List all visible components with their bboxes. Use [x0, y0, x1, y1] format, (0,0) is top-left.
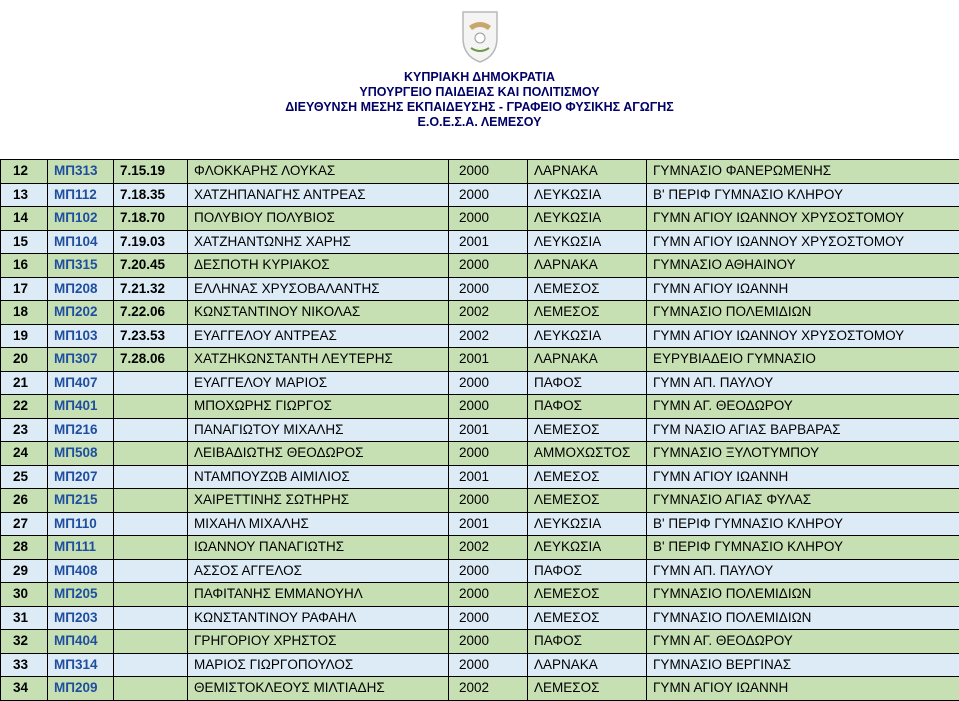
- code-cell: ΜΠ207: [48, 465, 114, 489]
- school-cell: ΓΥΜΝΑΣΙΟ ΠΟΛΕΜΙΔΙΩΝ: [647, 606, 959, 630]
- birth-year-cell: 2000: [449, 653, 528, 677]
- time-cell: [114, 371, 188, 395]
- table-row: [1, 160, 959, 184]
- birth-year-cell: 2000: [449, 583, 528, 607]
- school-cell: ΓΥΜΝ ΑΠ. ΠΑΥΛΟΥ: [647, 371, 959, 395]
- birth-year-cell: 2002: [449, 677, 528, 701]
- athlete-name-cell: ΦΛΟΚΚΑΡΗΣ ΛΟΥΚΑΣ: [188, 160, 449, 184]
- birth-year-cell: 2002: [449, 301, 528, 325]
- position-cell: 16: [1, 254, 48, 278]
- athlete-name-cell: ΑΣΣΟΣ ΑΓΓΕΛΟΣ: [188, 559, 449, 583]
- time-cell: [114, 559, 188, 583]
- table-row: [1, 395, 959, 419]
- code-cell: ΜΠ314: [48, 653, 114, 677]
- code-cell: ΜΠ216: [48, 418, 114, 442]
- table-row: [1, 489, 959, 513]
- position-cell: 17: [1, 277, 48, 301]
- athlete-name-cell: ΙΩΑΝΝΟΥ ΠΑΝΑΓΙΩΤΗΣ: [188, 536, 449, 560]
- school-cell: ΓΥΜΝ ΑΓΙΟΥ ΙΩΑΝΝΟΥ ΧΡΥΣΟΣΤΟΜΟΥ: [647, 324, 959, 348]
- school-cell: ΓΥΜΝΑΣΙΟ ΠΟΛΕΜΙΔΙΩΝ: [647, 301, 959, 325]
- city-cell: ΛΕΥΚΩΣΙΑ: [528, 512, 647, 536]
- city-cell: ΛΕΥΚΩΣΙΑ: [528, 230, 647, 254]
- time-cell: [114, 536, 188, 560]
- athlete-name-cell: ΚΩΝΣΤΑΝΤΙΝΟΥ ΡΑΦΑΗΛ: [188, 606, 449, 630]
- athlete-name-cell: ΓΡΗΓΟΡΙΟΥ ΧΡΗΣΤΟΣ: [188, 630, 449, 654]
- city-cell: ΠΑΦΟΣ: [528, 559, 647, 583]
- position-cell: 29: [1, 559, 48, 583]
- code-cell: ΜΠ215: [48, 489, 114, 513]
- birth-year-cell: 2001: [449, 348, 528, 372]
- city-cell: ΛΑΡΝΑΚΑ: [528, 254, 647, 278]
- code-cell: ΜΠ103: [48, 324, 114, 348]
- city-cell: ΑΜΜΟΧΩΣΤΟΣ: [528, 442, 647, 466]
- birth-year-cell: 2000: [449, 254, 528, 278]
- athlete-name-cell: ΝΤΑΜΠΟΥΖΩΒ ΑΙΜΙΛΙΟΣ: [188, 465, 449, 489]
- city-cell: ΛΕΜΕΣΟΣ: [528, 489, 647, 513]
- school-cell: ΓΥΜΝ ΑΓΙΟΥ ΙΩΑΝΝΟΥ ΧΡΥΣΟΣΤΟΜΟΥ: [647, 207, 959, 231]
- city-cell: ΛΕΥΚΩΣΙΑ: [528, 324, 647, 348]
- city-cell: ΛΑΡΝΑΚΑ: [528, 348, 647, 372]
- birth-year-cell: 2000: [449, 183, 528, 207]
- city-cell: ΛΕΜΕΣΟΣ: [528, 677, 647, 701]
- birth-year-cell: 2001: [449, 418, 528, 442]
- birth-year-cell: 2000: [449, 606, 528, 630]
- code-cell: ΜΠ111: [48, 536, 114, 560]
- time-cell: 7.22.06: [114, 301, 188, 325]
- school-cell: ΓΥΜΝ ΑΓ. ΘΕΟΔΩΡΟΥ: [647, 395, 959, 419]
- code-cell: ΜΠ202: [48, 301, 114, 325]
- school-cell: ΓΥΜΝΑΣΙΟ ΞΥΛΟΤΥΜΠΟΥ: [647, 442, 959, 466]
- table-row: [1, 348, 959, 372]
- code-cell: ΜΠ209: [48, 677, 114, 701]
- time-cell: 7.15.19: [114, 160, 188, 184]
- table-row: [1, 207, 959, 231]
- school-cell: Β' ΠΕΡΙΦ ΓΥΜΝΑΣΙΟ ΚΛΗΡΟΥ: [647, 183, 959, 207]
- city-cell: ΛΕΜΕΣΟΣ: [528, 418, 647, 442]
- table-row: [1, 465, 959, 489]
- position-cell: 26: [1, 489, 48, 513]
- athlete-name-cell: ΜΠΟΧΩΡΗΣ ΓΙΩΡΓΟΣ: [188, 395, 449, 419]
- time-cell: 7.23.53: [114, 324, 188, 348]
- code-cell: ΜΠ404: [48, 630, 114, 654]
- table-row: [1, 442, 959, 466]
- code-cell: ΜΠ307: [48, 348, 114, 372]
- city-cell: ΠΑΦΟΣ: [528, 371, 647, 395]
- time-cell: 7.28.06: [114, 348, 188, 372]
- school-cell: ΓΥΜ ΝΑΣΙΟ ΑΓΙΑΣ ΒΑΡΒΑΡΑΣ: [647, 418, 959, 442]
- table-row: [1, 536, 959, 560]
- time-cell: [114, 512, 188, 536]
- table-row: [1, 254, 959, 278]
- city-cell: ΛΕΜΕΣΟΣ: [528, 465, 647, 489]
- time-cell: 7.18.70: [114, 207, 188, 231]
- table-row: [1, 583, 959, 607]
- time-cell: [114, 583, 188, 607]
- school-cell: ΕΥΡΥΒΙΑΔΕΙΟ ΓΥΜΝΑΣΙΟ: [647, 348, 959, 372]
- city-cell: ΛΑΡΝΑΚΑ: [528, 160, 647, 184]
- position-cell: 30: [1, 583, 48, 607]
- document-header: [0, 70, 959, 130]
- table-row: [1, 230, 959, 254]
- position-cell: 18: [1, 301, 48, 325]
- header-line-3: ΔΙΕΥΘΥΝΣΗ ΜΕΣΗΣ ΕΚΠΑΙΔΕΥΣΗΣ - ΓΡΑΦΕΙΟ ΦΥΣΙΚΗΣ ΑΓΩΓΗΣ: [0, 100, 959, 115]
- header-line-4: Ε.Ο.Ε.Σ.Α. ΛΕΜΕΣΟΥ: [0, 115, 959, 130]
- athlete-name-cell: ΠΟΛΥΒΙΟΥ ΠΟΛΥΒΙΟΣ: [188, 207, 449, 231]
- time-cell: [114, 489, 188, 513]
- table-row: [1, 512, 959, 536]
- position-cell: 24: [1, 442, 48, 466]
- time-cell: [114, 653, 188, 677]
- athlete-name-cell: ΜΑΡΙΟΣ ΓΙΩΡΓΟΠΟΥΛΟΣ: [188, 653, 449, 677]
- school-cell: ΓΥΜΝΑΣΙΟ ΒΕΡΓΙΝΑΣ: [647, 653, 959, 677]
- position-cell: 20: [1, 348, 48, 372]
- school-cell: ΓΥΜΝ ΑΠ. ΠΑΥΛΟΥ: [647, 559, 959, 583]
- code-cell: ΜΠ407: [48, 371, 114, 395]
- header-line-1: ΚΥΠΡΙΑΚΗ ΔΗΜΟΚΡΑΤΙΑ: [0, 70, 959, 85]
- position-cell: 19: [1, 324, 48, 348]
- position-cell: 25: [1, 465, 48, 489]
- code-cell: ΜΠ104: [48, 230, 114, 254]
- athlete-name-cell: ΧΑΤΖΗΠΑΝΑΓΗΣ ΑΝΤΡΕΑΣ: [188, 183, 449, 207]
- athlete-name-cell: ΠΑΦΙΤΑΝΗΣ ΕΜΜΑΝΟΥΗΛ: [188, 583, 449, 607]
- time-cell: [114, 395, 188, 419]
- position-cell: 27: [1, 512, 48, 536]
- city-cell: ΛΕΥΚΩΣΙΑ: [528, 207, 647, 231]
- school-cell: ΓΥΜΝΑΣΙΟ ΑΘΗΑΙΝΟΥ: [647, 254, 959, 278]
- athlete-name-cell: ΔΕΣΠΟΤΗ ΚΥΡΙΑΚΟΣ: [188, 254, 449, 278]
- time-cell: [114, 418, 188, 442]
- birth-year-cell: 2000: [449, 630, 528, 654]
- athlete-name-cell: ΛΕΙΒΑΔΙΩΤΗΣ ΘΕΟΔΩΡΟΣ: [188, 442, 449, 466]
- city-cell: ΛΕΜΕΣΟΣ: [528, 301, 647, 325]
- table-row: [1, 418, 959, 442]
- code-cell: ΜΠ208: [48, 277, 114, 301]
- table-row: [1, 606, 959, 630]
- birth-year-cell: 2000: [449, 395, 528, 419]
- time-cell: 7.20.45: [114, 254, 188, 278]
- position-cell: 14: [1, 207, 48, 231]
- time-cell: 7.21.32: [114, 277, 188, 301]
- position-cell: 13: [1, 183, 48, 207]
- city-cell: ΛΕΜΕΣΟΣ: [528, 583, 647, 607]
- table-row: [1, 371, 959, 395]
- athlete-name-cell: ΕΛΛΗΝΑΣ ΧΡΥΣΟΒΑΛΑΝΤΗΣ: [188, 277, 449, 301]
- table-row: [1, 324, 959, 348]
- code-cell: ΜΠ508: [48, 442, 114, 466]
- birth-year-cell: 2000: [449, 371, 528, 395]
- position-cell: 33: [1, 653, 48, 677]
- time-cell: [114, 677, 188, 701]
- code-cell: ΜΠ203: [48, 606, 114, 630]
- school-cell: ΓΥΜΝΑΣΙΟ ΠΟΛΕΜΙΔΙΩΝ: [647, 583, 959, 607]
- school-cell: ΓΥΜΝ ΑΓΙΟΥ ΙΩΑΝΝΗ: [647, 677, 959, 701]
- athlete-name-cell: ΜΙΧΑΗΛ ΜΙΧΑΛΗΣ: [188, 512, 449, 536]
- code-cell: ΜΠ315: [48, 254, 114, 278]
- athlete-name-cell: ΚΩΝΣΤΑΝΤΙΝΟΥ ΝΙΚΟΛΑΣ: [188, 301, 449, 325]
- table-row: [1, 559, 959, 583]
- birth-year-cell: 2000: [449, 207, 528, 231]
- athlete-name-cell: ΧΑΙΡΕΤΤΙΝΗΣ ΣΩΤΗΡΗΣ: [188, 489, 449, 513]
- table-row: [1, 301, 959, 325]
- table-row: [1, 630, 959, 654]
- table-row: [1, 277, 959, 301]
- cyprus-emblem-icon: [461, 8, 499, 64]
- table-row: [1, 653, 959, 677]
- position-cell: 34: [1, 677, 48, 701]
- position-cell: 15: [1, 230, 48, 254]
- table-row: [1, 677, 959, 701]
- athlete-name-cell: ΕΥΑΓΓΕΛΟΥ ΜΑΡΙΟΣ: [188, 371, 449, 395]
- code-cell: ΜΠ102: [48, 207, 114, 231]
- position-cell: 32: [1, 630, 48, 654]
- city-cell: ΛΕΜΕΣΟΣ: [528, 277, 647, 301]
- birth-year-cell: 2002: [449, 536, 528, 560]
- code-cell: ΜΠ313: [48, 160, 114, 184]
- athlete-name-cell: ΠΑΝΑΓΙΩΤΟΥ ΜΙΧΑΛΗΣ: [188, 418, 449, 442]
- birth-year-cell: 2000: [449, 442, 528, 466]
- school-cell: ΓΥΜΝ ΑΓΙΟΥ ΙΩΑΝΝΗ: [647, 465, 959, 489]
- position-cell: 28: [1, 536, 48, 560]
- time-cell: [114, 630, 188, 654]
- code-cell: ΜΠ112: [48, 183, 114, 207]
- city-cell: ΠΑΦΟΣ: [528, 630, 647, 654]
- position-cell: 12: [1, 160, 48, 184]
- athlete-name-cell: ΕΥΑΓΓΕΛΟΥ ΑΝΤΡΕΑΣ: [188, 324, 449, 348]
- time-cell: [114, 442, 188, 466]
- city-cell: ΛΕΥΚΩΣΙΑ: [528, 183, 647, 207]
- school-cell: Β' ΠΕΡΙΦ ΓΥΜΝΑΣΙΟ ΚΛΗΡΟΥ: [647, 512, 959, 536]
- birth-year-cell: 2001: [449, 230, 528, 254]
- city-cell: ΛΑΡΝΑΚΑ: [528, 653, 647, 677]
- birth-year-cell: 2000: [449, 559, 528, 583]
- school-cell: ΓΥΜΝΑΣΙΟ ΑΓΙΑΣ ΦΥΛΑΣ: [647, 489, 959, 513]
- birth-year-cell: 2000: [449, 160, 528, 184]
- school-cell: Β' ΠΕΡΙΦ ΓΥΜΝΑΣΙΟ ΚΛΗΡΟΥ: [647, 536, 959, 560]
- results-table: [0, 159, 959, 701]
- birth-year-cell: 2000: [449, 489, 528, 513]
- city-cell: ΛΕΜΕΣΟΣ: [528, 606, 647, 630]
- city-cell: ΛΕΥΚΩΣΙΑ: [528, 536, 647, 560]
- position-cell: 23: [1, 418, 48, 442]
- birth-year-cell: 2000: [449, 277, 528, 301]
- school-cell: ΓΥΜΝΑΣΙΟ ΦΑΝΕΡΩΜΕΝΗΣ: [647, 160, 959, 184]
- position-cell: 31: [1, 606, 48, 630]
- birth-year-cell: 2002: [449, 324, 528, 348]
- birth-year-cell: 2001: [449, 512, 528, 536]
- code-cell: ΜΠ205: [48, 583, 114, 607]
- athlete-name-cell: ΧΑΤΖΗΑΝΤΩΝΗΣ ΧΑΡΗΣ: [188, 230, 449, 254]
- school-cell: ΓΥΜΝ ΑΓΙΟΥ ΙΩΑΝΝΗ: [647, 277, 959, 301]
- time-cell: [114, 465, 188, 489]
- header-line-2: ΥΠΟΥΡΓΕΙΟ ΠΑΙΔΕΙΑΣ ΚΑΙ ΠΟΛΙΤΙΣΜΟΥ: [0, 85, 959, 100]
- athlete-name-cell: ΘΕΜΙΣΤΟΚΛΕΟΥΣ ΜΙΛΤΙΑΔΗΣ: [188, 677, 449, 701]
- time-cell: 7.19.03: [114, 230, 188, 254]
- school-cell: ΓΥΜΝ ΑΓΙΟΥ ΙΩΑΝΝΟΥ ΧΡΥΣΟΣΤΟΜΟΥ: [647, 230, 959, 254]
- time-cell: [114, 606, 188, 630]
- code-cell: ΜΠ110: [48, 512, 114, 536]
- position-cell: 22: [1, 395, 48, 419]
- city-cell: ΠΑΦΟΣ: [528, 395, 647, 419]
- athlete-name-cell: ΧΑΤΖΗΚΩΝΣΤΑΝΤΗ ΛΕΥΤΕΡΗΣ: [188, 348, 449, 372]
- school-cell: ΓΥΜΝ ΑΓ. ΘΕΟΔΩΡΟΥ: [647, 630, 959, 654]
- table-row: [1, 183, 959, 207]
- code-cell: ΜΠ401: [48, 395, 114, 419]
- birth-year-cell: 2001: [449, 465, 528, 489]
- time-cell: 7.18.35: [114, 183, 188, 207]
- code-cell: ΜΠ408: [48, 559, 114, 583]
- position-cell: 21: [1, 371, 48, 395]
